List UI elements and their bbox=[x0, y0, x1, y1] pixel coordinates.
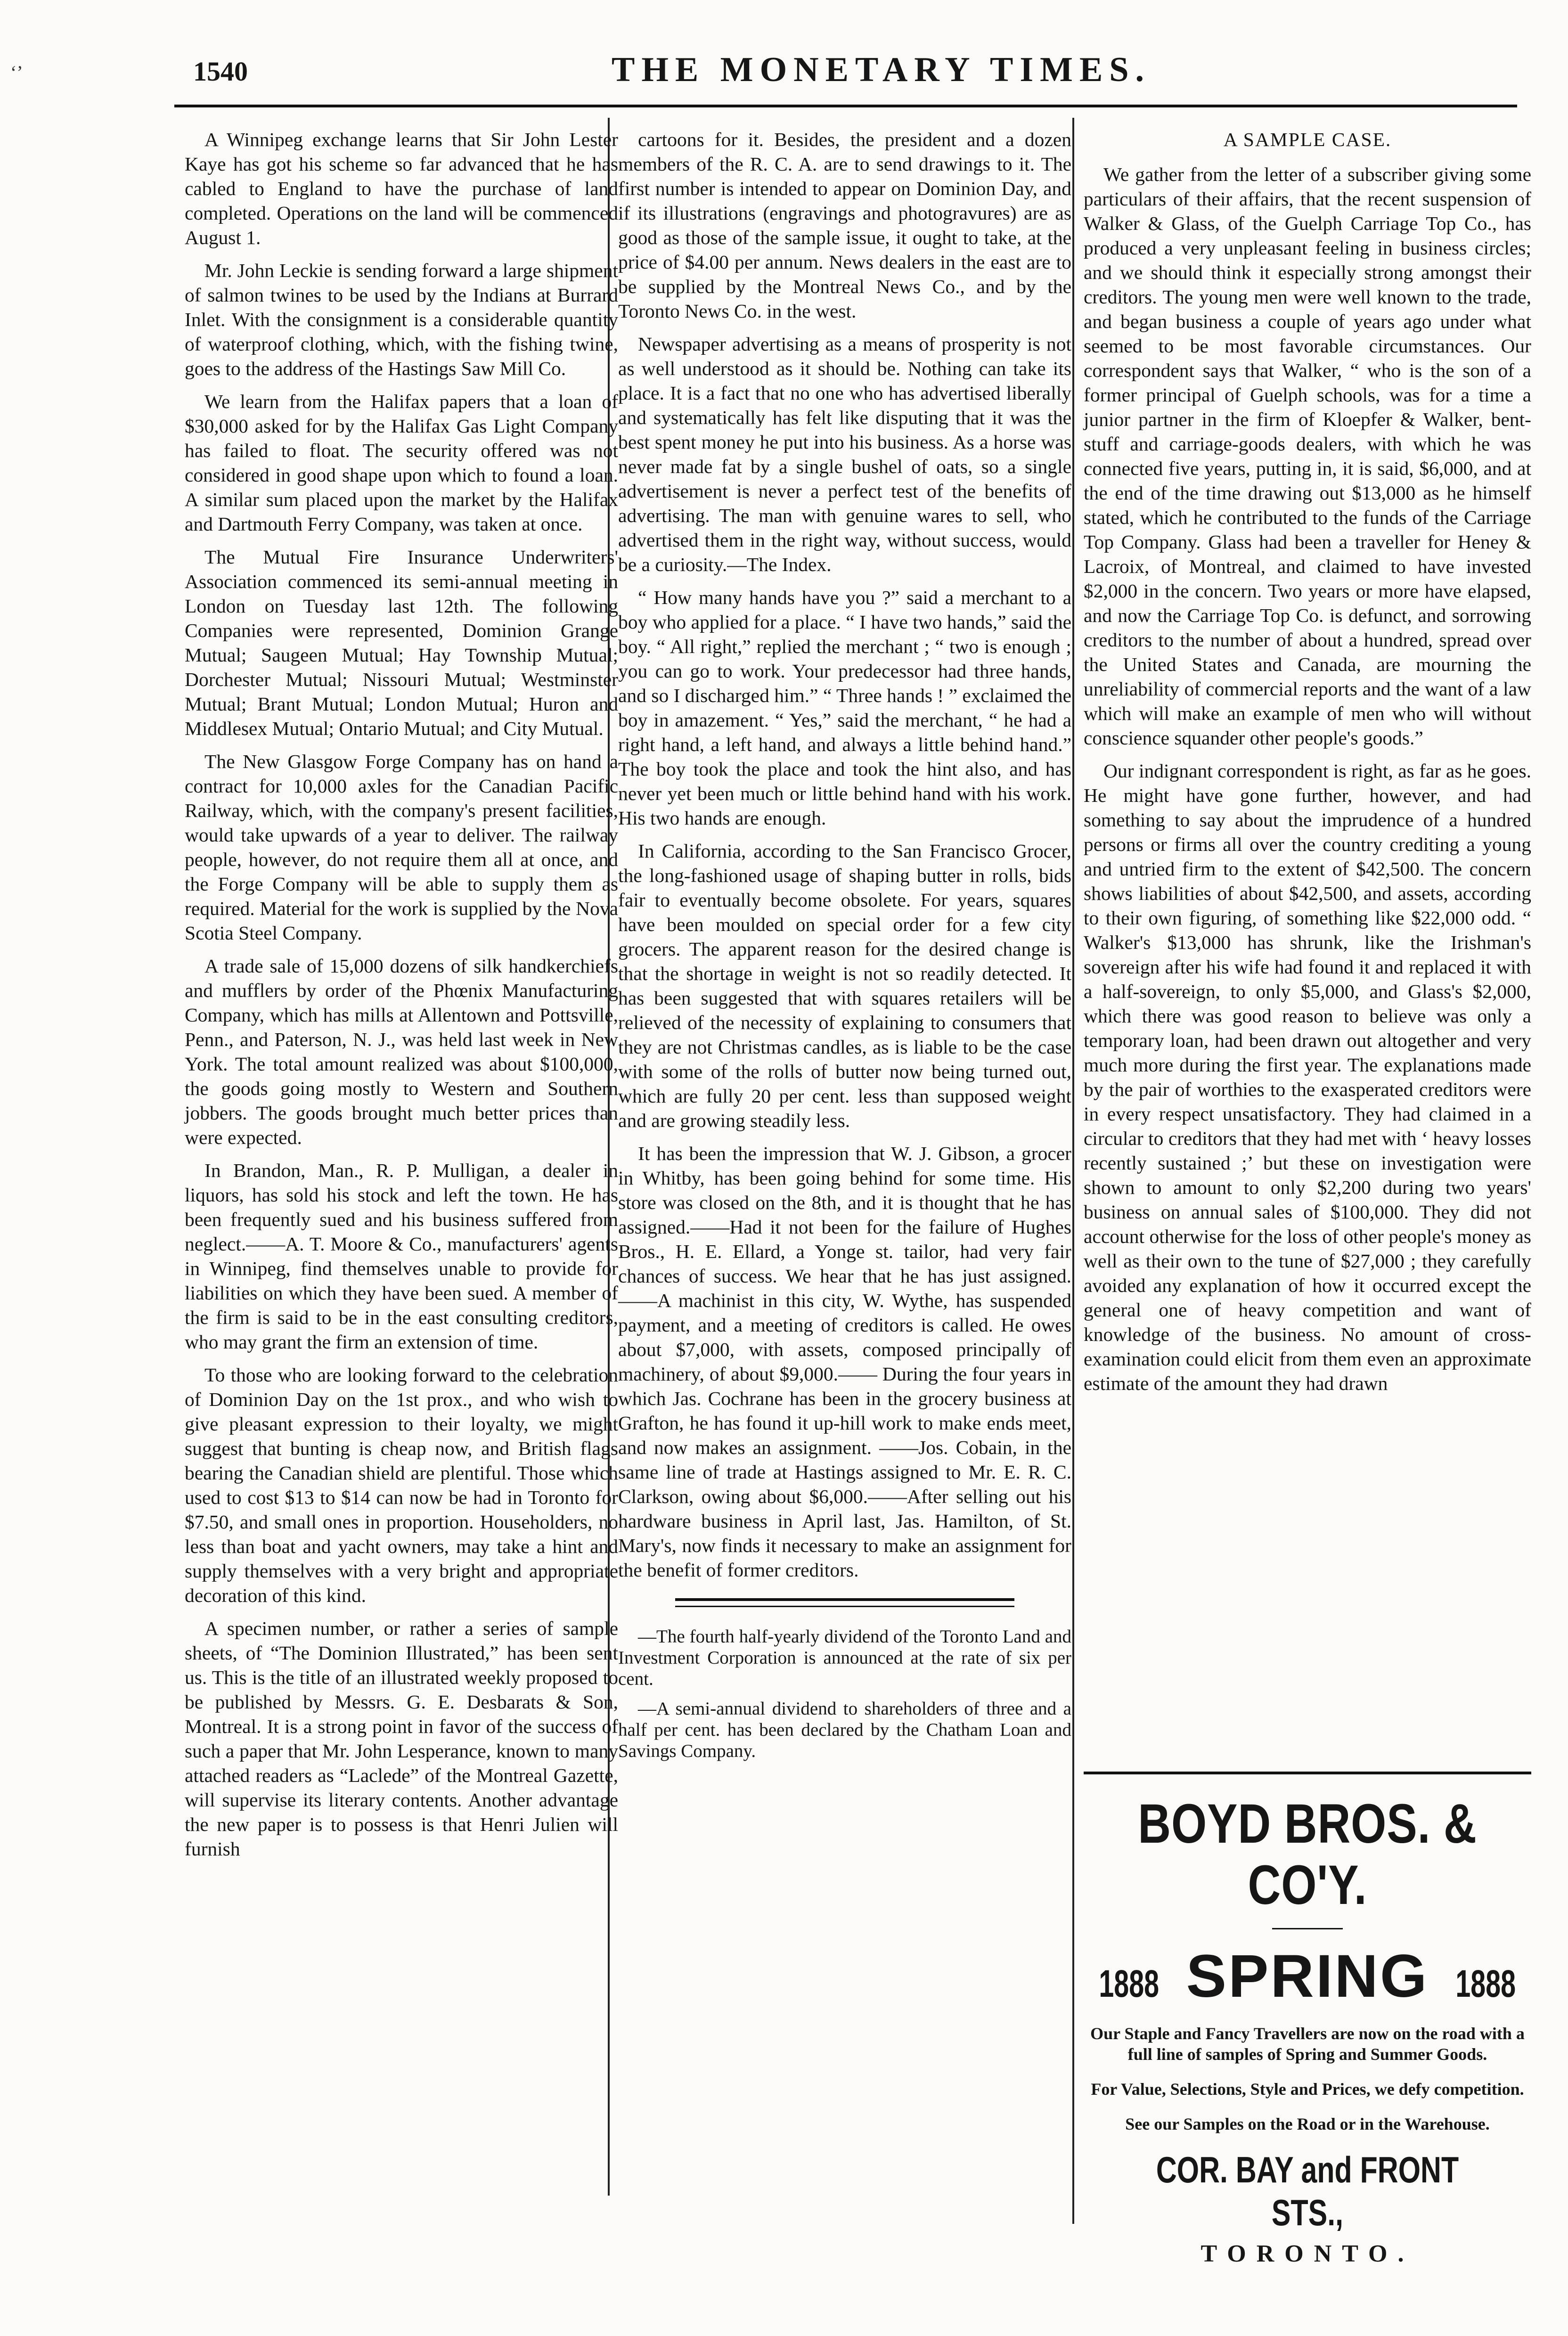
column-1 bbox=[185, 127, 618, 1870]
ad-year-right: 1888 bbox=[1455, 1962, 1516, 2005]
page-header bbox=[174, 41, 1517, 93]
paragraph-hands: “ How many hands have you ?” said a merchant to a boy who applied for a place. “ I have two hands,” said the boy. “ All right,” replied the merchant ; “ two is enough ; you can go to work. Your predecessor had three hands, and so I discharged him.” “ Three hands ! ” exclaimed the boy in amazement. “ Yes,” said the merchant, “ he had a right hand, a left hand, and always a little behind hand.” The boy took the place and took the hint also, and has never yet been much or little behind hand with his work. His two hands are enough. bbox=[618, 587, 1071, 829]
ad-city: TORONTO. bbox=[1200, 2240, 1414, 2267]
paragraph-sample-case-2: Our indignant correspondent is right, as far as he goes. He might have gone further, however, and had something to say about the imprudence of a hundred persons or firms all over the country crediting a young and untried firm to the extent of $42,500. The concern shows liabilities of about $42,500, and assets, according to their own figuring, of something like $22,000 odd. “ Walker's $13,000 has shrunk, like the Irishman's sovereign after his wife had found it and replaced it with a half-sovereign, to only $5,000, and Glass's $2,000, which there was good reason to believe was only a temporary loan, had been drawn out altogether and very much more during the first year. The explanations made by the pair of worthies to the exasperated creditors were in every respect unsatisfactory. They had claimed in a circular to creditors that they had met with ‘ heavy losses recently sustained ;’ but these on investigation were shown to amount to only $2,200 during two years' business on annual sales of $100,000. They did not account otherwise for the loss of other people's money as well as their own to the tune of $27,000 ; they carefully avoided any explanation of how it occurred except the general one of heavy competition and want of knowledge of the business. No amount of cross-examination could elicit from them even an approximate estimate of the amount they had drawn bbox=[1084, 760, 1531, 1394]
ad-value-line: For Value, Selections, Style and Prices, we defy competition. bbox=[1091, 2080, 1524, 2099]
column-divider-2 bbox=[1072, 118, 1074, 2224]
paragraph-newspaper-advertising: Newspaper advertising as a means of prosperity is not as well understood as it should be. Nothing can take its place. It is a fact that no one who has advertised liberally and systematically has felt like disputing that it was the best spent money he put into his business. As a horse was never made fat by a single bushel of oats, so a single advertisement is never a perfect test of the benefits of advertising. The man with genuine wares to sell, who advertised them in the right way, without success, would be a curiosity.—The Index. bbox=[618, 333, 1071, 575]
boyd-bros-advertisement bbox=[1084, 1772, 1531, 2268]
header-rule bbox=[174, 105, 1517, 107]
ad-season-line bbox=[1084, 1942, 1531, 2011]
page-number: 1540 bbox=[193, 56, 248, 87]
paragraph-mutual-fire: The Mutual Fire Insurance Underwriters' Association commenced its semi-annual meeting in London on Tuesday last 12th. The following Companies were represented, Dominion Grange Mutual; Saugeen Mutual; Hay Township Mutual; Dorchester Mutual; Nissouri Mutual; Westminster Mutual; Brant Mutual; London Mutual; Huron and Middlesex Mutual; Ontario Mutual; and City Mutual. bbox=[185, 546, 618, 739]
paragraph-forge-company: The New Glasgow Forge Company has on hand a contract for 10,000 axles for the Canadian Pacific Railway, which, with the company's present facilities, would take upwards of a year to deliver. The railway people, however, do not require them all at once, and the Forge Company will be able to supply them as required. Material for the work is supplied by the Nova Scotia Steel Company. bbox=[185, 751, 618, 944]
article-title: A SAMPLE CASE. bbox=[1223, 129, 1392, 150]
paragraph-halifax: We learn from the Halifax papers that a loan of $30,000 asked for by the Halifax Gas Light Company has failed to float. The security offered was not considered in good shape upon which to found a loan. A similar sum placed upon the market by the Halifax and Dartmouth Ferry Company, was taken at once. bbox=[185, 391, 618, 535]
double-rule bbox=[675, 1598, 1014, 1607]
paragraph-sample-case-1: We gather from the letter of a subscriber giving some particulars of their affairs, that the recent suspension of Walker & Glass, of the Guelph Carriage Top Co., has produced a very unpleasant feeling in business circles; and we should think it especially strong amongst their creditors. The young men were well known to the trade, and began business a couple of years ago under what seemed to be most favorable circumstances. Our correspondent says that Walker, “ who is the son of a former principal of Guelph schools, was for a time a junior partner in the firm of Kloepfer & Walker, bent-stuff and carriage-goods dealers, with which he was connected five years, putting in, it is said, $6,000, and at the end of the time drawing out $13,000 as he himself stated, which he contributed to the funds of the Carriage Top Company. Glass had been a traveller for Heney & Lacroix, of Montreal, and claimed to have invested $2,000 in the concern. Two years or more have elapsed, and now the Carriage Top Co. is defunct, and sorrowing creditors to the number of about a hundred, spread over the United States and Canada, are mourning the unreliability of commercial reports and the want of a law which will make an example of men who will without conscience squander other people's goods.” bbox=[1084, 163, 1531, 749]
ad-company-name: BOYD BROS. & CO'Y. bbox=[1138, 1793, 1477, 1916]
margin-mark: ‘’ bbox=[10, 62, 23, 83]
paragraph-trade-sale: A trade sale of 15,000 dozens of silk handkerchiefs and mufflers by order of the Phœnix Manufacturing Company, which has mills at Allentown and Pottsville, Penn., and Paterson, N. J., was held last week in New York. The total amount realized was about $100,000, the goods going mostly to Western and Southern jobbers. The goods brought much better prices than were expected. bbox=[185, 955, 618, 1148]
paragraph-dominion-day: To those who are looking forward to the celebration of Dominion Day on the 1st prox., and who wish to give pleasant expression to their loyalty, we might suggest that bunting is cheap now, and British flags bearing the Canadian shield are plentiful. Those which used to cost $13 to $14 can now be had in Toronto for $7.50, and small ones in proportion. Householders, no less than boat and yacht owners, may take a hint and supply themselves with a very bright and appropriate decoration of this kind. bbox=[185, 1364, 618, 1606]
column-3 bbox=[1084, 127, 1531, 1404]
paragraph-dividend-toronto: —The fourth half-yearly dividend of the Toronto Land and Investment Corporation is announced at the rate of six per cent. bbox=[618, 1626, 1071, 1689]
paragraph-dividend-chatham: —A semi-annual dividend to shareholders of three and a half per cent. has been declared by the Chatham Loan and Savings Company. bbox=[618, 1699, 1071, 1761]
ad-top-rule bbox=[1084, 1772, 1531, 1774]
paragraph-brandon: In Brandon, Man., R. P. Mulligan, a dealer in liquors, has sold his stock and left the town. He has been frequently sued and his business suffered from neglect.——A. T. Moore & Co., manufacturers' agents in Winnipeg, find themselves unable to provide for liabilities on which they have been sued. A member of the firm is said to be in the east consulting creditors, who may grant the firm an extension of time. bbox=[185, 1160, 618, 1353]
ad-travellers-line: Our Staple and Fancy Travellers are now on the road with a full line of samples of Spring and Summer Goods. bbox=[1090, 2024, 1525, 2064]
ad-short-rule bbox=[1272, 1928, 1343, 1929]
paragraph-california: In California, according to the San Francisco Grocer, the long-fashioned usage of shaping butter in rolls, bids fair to eventually become obsolete. For years, squares have been moulded on special order for a few city grocers. The apparent reason for the desired change is that the shortage in weight is not so readily detected. It has been suggested that with squares retailers will be relieved of the necessity of explaining to consumers that they are not Christmas candles, as is liable to be the case with some of the rolls of butter now being turned out, which are fully 20 per cent. less than supposed weight and are growing steadily less. bbox=[618, 840, 1071, 1131]
paragraph-winnipeg: A Winnipeg exchange learns that Sir John Lester Kaye has got his scheme so far advanced that he has cabled to England to have the purchase of land completed. Operations on the land will be commenced August 1. bbox=[185, 129, 618, 248]
journal-title: THE MONETARY TIMES. bbox=[612, 50, 1151, 89]
column-2 bbox=[618, 127, 1071, 1770]
ad-samples-line: See our Samples on the Road or in the Warehouse. bbox=[1125, 2115, 1490, 2133]
ad-address: COR. BAY and FRONT STS., bbox=[1156, 2149, 1459, 2233]
paragraph-gibson: It has been the impression that W. J. Gibson, a grocer in Whitby, has been going behind for some time. His store was closed on the 8th, and it is thought that he has assigned.——Had it not been for the failure of Hughes Bros., H. E. Ellard, a Yonge st. tailor, had very fair chances of success. We hear that he has just assigned.——A machinist in this city, W. Wythe, has suspended payment, and a meeting of creditors is called. He owes about $7,000, with assets, composed principally of machinery, of about $9,000.—— During the four years in which Jas. Cochrane has been in the grocery business at Grafton, he has found it up-hill work to make ends meet, and now makes an assignment. ——Jos. Cobain, in the same line of trade at Hastings assigned to Mr. E. R. C. Clarkson, owing about $6,000.——After selling out his hardware business in April last, Jas. Hamilton, of St. Mary's, now finds it necessary to make an assignment for the benefit of former creditors. bbox=[618, 1143, 1071, 1581]
paragraph-cartoons: cartoons for it. Besides, the president and a dozen members of the R. C. A. are to send drawings to it. The first number is intended to appear on Dominion Day, and if its illustrations (engravings and photogravures) are as good as those of the sample issue, it ought to take, at the price of $4.00 per annum. News dealers in the east are to be supplied by the Montreal News Co., and by the Toronto News Co. in the west. bbox=[618, 129, 1071, 322]
paragraph-leckie: Mr. John Leckie is sending forward a large shipment of salmon twines to be used by the Indians at Burrard Inlet. With the consignment is a considerable quantity of waterproof clothing, which, with the fishing twine, goes to the address of the Hastings Saw Mill Co. bbox=[185, 260, 618, 379]
ad-season: SPRING bbox=[1186, 1943, 1429, 2010]
ad-year-left: 1888 bbox=[1099, 1962, 1160, 2005]
paragraph-specimen: A specimen number, or rather a series of sample sheets, of “The Dominion Illustrated,” has been sent us. This is the title of an illustrated weekly proposed to be published by Messrs. G. E. Desbarats & Son, Montreal. It is a strong point in favor of the success of such a paper that Mr. John Lesperance, known to many attached readers as “Laclede” of the Montreal Gazette, will supervise its literary contents. Another advantage the new paper is to possess is that Henri Julien will furnish bbox=[185, 1617, 618, 1860]
